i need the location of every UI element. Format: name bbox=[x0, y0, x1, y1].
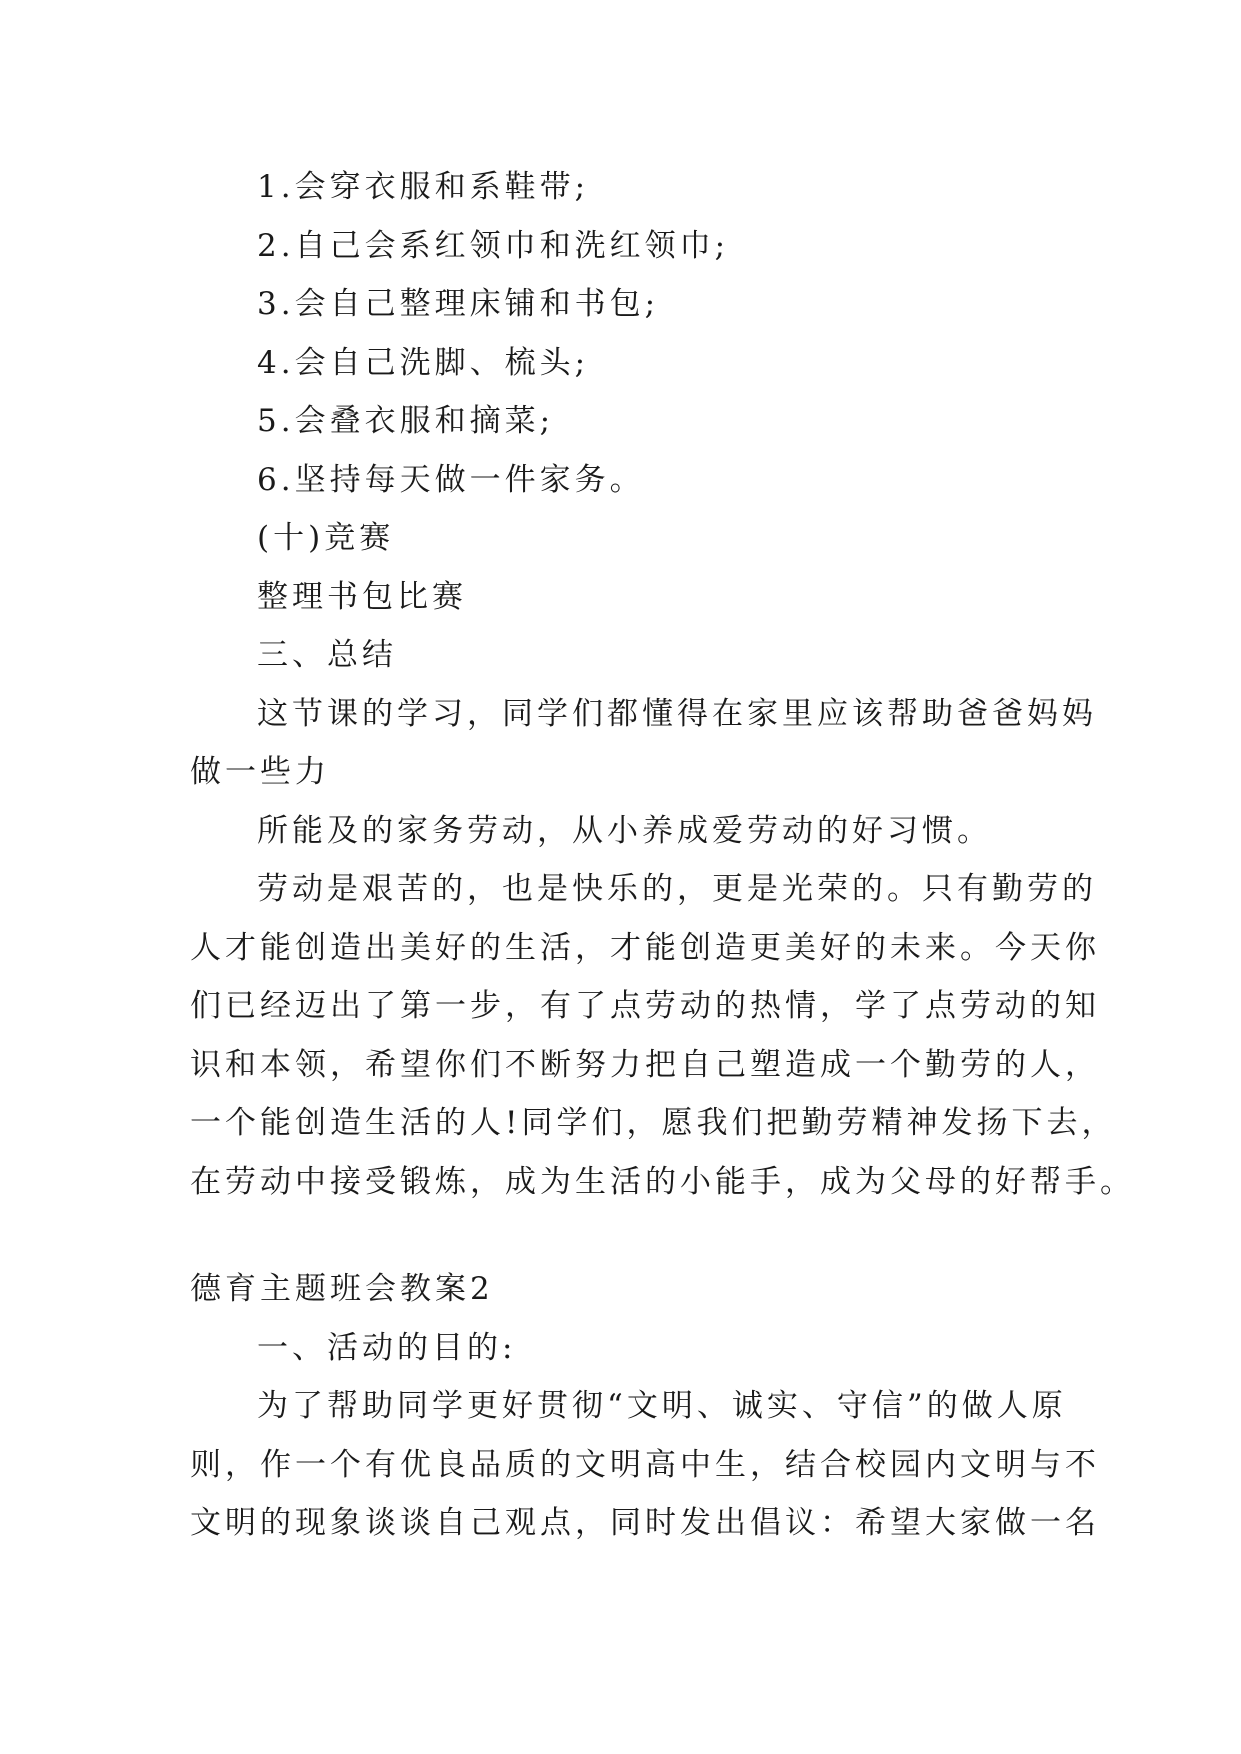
text-line: 1.会穿衣服和系鞋带; bbox=[257, 169, 590, 205]
paragraph-line: 一个能创造生活的人!同学们，愿我们把勤劳精神发扬下去， bbox=[190, 1105, 1117, 1141]
text-line: 2.自己会系红领巾和洗红领巾; bbox=[257, 228, 730, 264]
paragraph-line: 做一些力 bbox=[190, 754, 330, 790]
paragraph-line: 这节课的学习，同学们都懂得在家里应该帮助爸爸妈妈 bbox=[257, 696, 1097, 732]
paragraph-line: 人才能创造出美好的生活，才能创造更美好的未来。今天你 bbox=[190, 930, 1100, 966]
text-line: 4.会自己洗脚、梳头; bbox=[257, 345, 590, 381]
section-heading: 一、活动的目的: bbox=[257, 1330, 517, 1366]
text-line: 6.坚持每天做一件家务。 bbox=[257, 462, 645, 498]
document-title: 德育主题班会教案2 bbox=[190, 1271, 494, 1307]
paragraph-line: 们已经迈出了第一步，有了点劳动的热情，学了点劳动的知 bbox=[190, 988, 1100, 1024]
paragraph-line: 识和本领，希望你们不断努力把自己塑造成一个勤劳的人， bbox=[190, 1047, 1100, 1083]
paragraph-line: 所能及的家务劳动，从小养成爱劳动的好习惯。 bbox=[257, 813, 992, 849]
text-line: 5.会叠衣服和摘菜; bbox=[257, 403, 555, 439]
paragraph-line: 在劳动中接受锻炼，成为生活的小能手，成为父母的好帮手。 bbox=[190, 1164, 1135, 1200]
text-line: 3.会自己整理床铺和书包; bbox=[257, 286, 660, 322]
paragraph-line: 劳动是艰苦的，也是快乐的，更是光荣的。只有勤劳的 bbox=[257, 871, 1097, 907]
section-heading: 三、总结 bbox=[257, 637, 397, 673]
paragraph-line: 文明的现象谈谈自己观点，同时发出倡议：希望大家做一名 bbox=[190, 1505, 1100, 1541]
section-heading: (十)竞赛 bbox=[257, 520, 395, 556]
paragraph-line: 为了帮助同学更好贯彻“文明、诚实、守信”的做人原 bbox=[257, 1388, 1067, 1424]
paragraph-line: 则，作一个有优良品质的文明高中生，结合校园内文明与不 bbox=[190, 1447, 1100, 1483]
text-line: 整理书包比赛 bbox=[257, 579, 467, 615]
